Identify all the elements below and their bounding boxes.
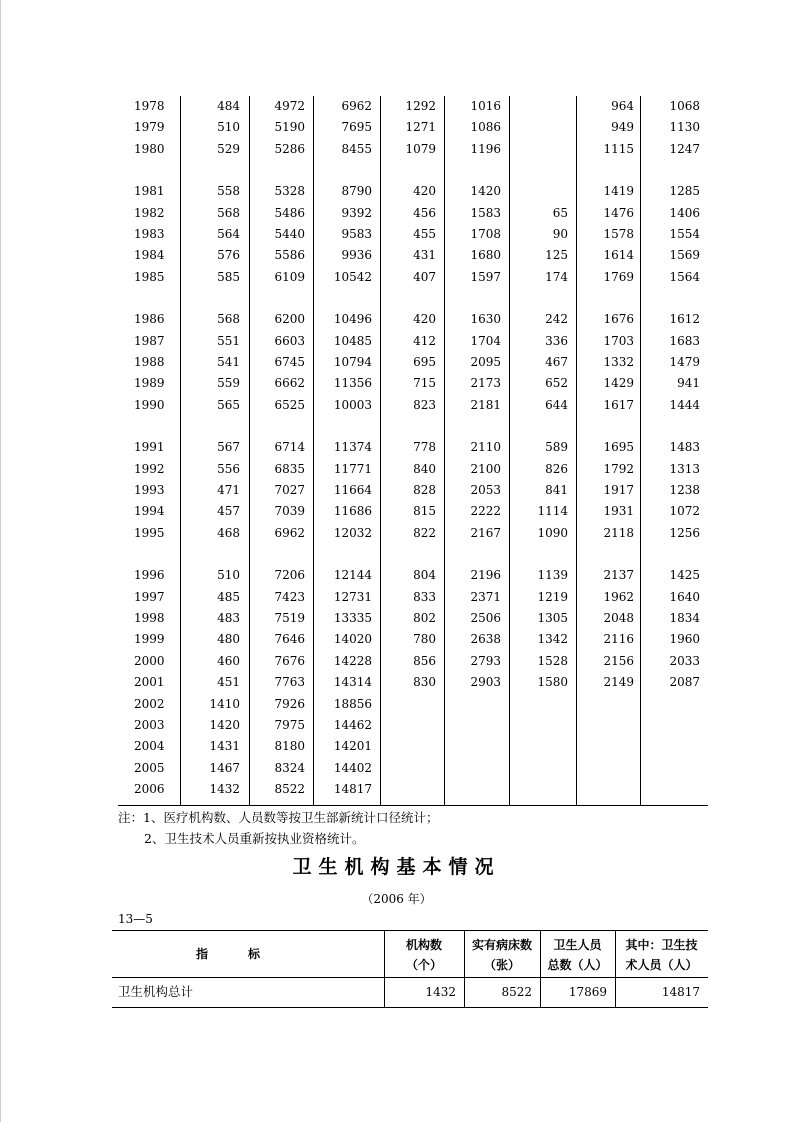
value-cell: 695 bbox=[413, 355, 436, 369]
table-row bbox=[118, 480, 708, 501]
table-row bbox=[118, 373, 708, 394]
value-cell: 1285 bbox=[669, 184, 700, 199]
value-cell: 12731 bbox=[333, 589, 372, 604]
value-cell: 949 bbox=[611, 120, 634, 135]
table-row bbox=[118, 459, 708, 480]
value-cell: 2116 bbox=[603, 632, 634, 647]
table-row bbox=[118, 181, 708, 202]
value-cell: 336 bbox=[545, 333, 568, 348]
value-cell: 1569 bbox=[669, 248, 700, 263]
table-row bbox=[118, 501, 708, 522]
value-cell: 1313 bbox=[669, 461, 700, 476]
value-cell: 1676 bbox=[603, 312, 634, 327]
value-cell: 2173 bbox=[470, 376, 501, 391]
value-cell: 2118 bbox=[603, 525, 634, 540]
header-rule bbox=[112, 977, 708, 978]
value-cell: 1703 bbox=[603, 333, 634, 348]
value-cell: 460 bbox=[217, 653, 240, 668]
value-cell: 815 bbox=[413, 504, 436, 519]
header-line: 实有病床数 bbox=[471, 938, 532, 952]
header-indicator: 指标 bbox=[195, 947, 300, 961]
year-cell: 1986 bbox=[134, 312, 165, 327]
value-cell: 9392 bbox=[341, 205, 372, 220]
year-cell: 1989 bbox=[134, 376, 165, 391]
year-cell: 1981 bbox=[134, 184, 165, 199]
value-cell: 7975 bbox=[274, 718, 305, 732]
value-cell: 2903 bbox=[470, 675, 501, 690]
value-cell: 1704 bbox=[470, 333, 501, 348]
value-cell: 5440 bbox=[274, 227, 305, 241]
value-cell: 1708 bbox=[470, 227, 501, 241]
value-cell: 480 bbox=[217, 632, 240, 647]
value-cell: 2149 bbox=[603, 675, 634, 690]
value-cell: 1578 bbox=[603, 227, 634, 241]
value-cell: 125 bbox=[545, 248, 568, 263]
value-cell: 1139 bbox=[537, 568, 568, 583]
value-cell: 407 bbox=[413, 269, 436, 284]
value-cell: 412 bbox=[413, 333, 436, 348]
value-cell: 457 bbox=[217, 504, 240, 519]
year-cell: 1993 bbox=[134, 483, 165, 497]
value-cell: 2095 bbox=[470, 355, 501, 369]
year-cell: 1990 bbox=[134, 397, 165, 412]
value-cell: 828 bbox=[413, 483, 436, 497]
value-cell: 778 bbox=[413, 440, 436, 455]
value-cell: 2181 bbox=[470, 397, 501, 412]
value-cell: 1695 bbox=[603, 440, 634, 455]
value-cell: 8455 bbox=[341, 141, 372, 156]
value-cell: 5286 bbox=[274, 141, 305, 156]
value-cell: 1068 bbox=[669, 99, 700, 113]
table-row bbox=[118, 651, 708, 672]
table-bottom-rule bbox=[118, 805, 708, 806]
year-cell: 1985 bbox=[134, 269, 165, 284]
value-cell: 451 bbox=[217, 675, 240, 690]
value-cell: 2156 bbox=[603, 653, 634, 668]
value-cell: 802 bbox=[413, 611, 436, 625]
year-cell: 1979 bbox=[134, 120, 165, 135]
yearly-table bbox=[118, 96, 708, 806]
value-cell: 8522 bbox=[274, 782, 305, 797]
value-cell: 510 bbox=[217, 568, 240, 583]
value-cell: 840 bbox=[413, 461, 436, 476]
value-cell: 7676 bbox=[274, 653, 305, 668]
value-cell: 1420 bbox=[470, 184, 501, 199]
value-cell: 1680 bbox=[470, 248, 501, 263]
year-cell: 1991 bbox=[134, 440, 165, 455]
value-cell: 2053 bbox=[470, 483, 501, 497]
table-top-rule bbox=[112, 930, 708, 931]
value-cell: 833 bbox=[413, 589, 436, 604]
value-cell: 484 bbox=[217, 99, 240, 113]
value-cell: 567 bbox=[217, 440, 240, 455]
value-cell: 652 bbox=[545, 376, 568, 391]
value-cell: 1130 bbox=[669, 120, 700, 135]
year-cell: 1982 bbox=[134, 205, 165, 220]
header-line: 总数（人） bbox=[547, 958, 608, 972]
year-cell: 1997 bbox=[134, 589, 165, 604]
value-cell: 7206 bbox=[274, 568, 305, 583]
header-line: 卫生人员 bbox=[553, 938, 602, 952]
value-cell: 9936 bbox=[341, 248, 372, 263]
page-edge bbox=[0, 0, 1, 1122]
header-institutions bbox=[384, 935, 464, 975]
value-cell: 6714 bbox=[274, 440, 305, 455]
value-cell: 559 bbox=[217, 376, 240, 391]
value-cell: 7027 bbox=[274, 483, 305, 497]
value-cell: 5328 bbox=[274, 184, 305, 199]
value-cell: 1792 bbox=[603, 461, 634, 476]
value-cell: 5486 bbox=[274, 205, 305, 220]
note-1: 注：1、医疗机构数、人员数等按卫生部新统计口径统计； bbox=[118, 810, 439, 825]
header-line: （个） bbox=[405, 958, 442, 972]
value-cell: 6835 bbox=[274, 461, 305, 476]
basic-info-table bbox=[112, 930, 708, 1008]
value-cell: 14314 bbox=[333, 675, 372, 690]
year-cell: 1994 bbox=[134, 504, 165, 519]
value-cell: 568 bbox=[217, 312, 240, 327]
value-cell: 576 bbox=[217, 248, 240, 263]
table-row bbox=[118, 224, 708, 245]
value-cell: 804 bbox=[413, 568, 436, 583]
value-cell: 1016 bbox=[470, 99, 501, 113]
value-cell: 1479 bbox=[669, 355, 700, 369]
value-cell: 1115 bbox=[603, 141, 634, 156]
year-cell: 1978 bbox=[134, 99, 165, 113]
value-cell: 2793 bbox=[470, 653, 501, 668]
year-cell: 1987 bbox=[134, 333, 165, 348]
value-cell: 420 bbox=[413, 312, 436, 327]
value-cell: 2137 bbox=[603, 568, 634, 583]
value-cell: 2222 bbox=[470, 504, 501, 519]
header-staff-total bbox=[540, 935, 615, 975]
value-cell: 12144 bbox=[333, 568, 372, 583]
value-cell: 1410 bbox=[209, 696, 240, 711]
value-cell: 826 bbox=[545, 461, 568, 476]
table-row bbox=[118, 629, 708, 650]
value-cell: 541 bbox=[217, 355, 240, 369]
table-row bbox=[118, 245, 708, 266]
value-cell: 2033 bbox=[669, 653, 700, 668]
table-row bbox=[118, 352, 708, 373]
value-cell: 1580 bbox=[537, 675, 568, 690]
value-cell: 6745 bbox=[274, 355, 305, 369]
value-cell: 780 bbox=[413, 632, 436, 647]
value-cell: 1256 bbox=[669, 525, 700, 540]
year-cell: 1983 bbox=[134, 227, 165, 241]
value-cell: 242 bbox=[545, 312, 568, 327]
value-cell: 1597 bbox=[470, 269, 501, 284]
value-cell: 1483 bbox=[669, 440, 700, 455]
value-cell: 2087 bbox=[669, 675, 700, 690]
row-label: 卫生机构总计 bbox=[118, 984, 194, 999]
value-cell: 7519 bbox=[274, 611, 305, 625]
value-cell: 10794 bbox=[333, 355, 372, 369]
year-cell: 1984 bbox=[134, 248, 165, 263]
value-cell: 1419 bbox=[603, 184, 634, 199]
value-cell: 1614 bbox=[603, 248, 634, 263]
value-cell: 551 bbox=[217, 333, 240, 348]
header-line: 其中：卫生技 bbox=[625, 938, 698, 952]
value-cell: 11374 bbox=[333, 440, 372, 455]
value-cell: 174 bbox=[545, 269, 568, 284]
note-2: 2、卫生技术人员重新按执业资格统计。 bbox=[144, 831, 365, 846]
value-cell: 18856 bbox=[333, 696, 372, 711]
table-row bbox=[118, 203, 708, 224]
value-cell: 5586 bbox=[274, 248, 305, 263]
value-cell: 12032 bbox=[333, 525, 372, 540]
value-cell: 420 bbox=[413, 184, 436, 199]
value-cell: 7926 bbox=[274, 696, 305, 711]
value-cell: 6200 bbox=[274, 312, 305, 327]
table-row bbox=[118, 96, 708, 117]
value-cell: 468 bbox=[217, 525, 240, 540]
value-cell: 7695 bbox=[341, 120, 372, 135]
value-cell: 1305 bbox=[537, 611, 568, 625]
value-cell: 1292 bbox=[405, 99, 436, 113]
value-cell: 1420 bbox=[209, 718, 240, 732]
value-cell: 1962 bbox=[603, 589, 634, 604]
header-line: 术人员（人） bbox=[625, 958, 698, 972]
header-line: （张） bbox=[483, 958, 520, 972]
value-cell: 1090 bbox=[537, 525, 568, 540]
value-cell: 7039 bbox=[274, 504, 305, 519]
value-cell: 1683 bbox=[669, 333, 700, 348]
value-cell: 1583 bbox=[470, 205, 501, 220]
value-cell: 455 bbox=[413, 227, 436, 241]
value-cell: 1444 bbox=[669, 397, 700, 412]
value-cell: 11771 bbox=[333, 461, 372, 476]
value-cell: 1528 bbox=[537, 653, 568, 668]
year-cell: 1998 bbox=[134, 611, 165, 625]
value-cell: 2506 bbox=[470, 611, 501, 625]
value-cell: 14402 bbox=[333, 760, 372, 775]
value-cell: 2371 bbox=[470, 589, 501, 604]
year-cell: 1999 bbox=[134, 632, 165, 647]
value-cell: 5190 bbox=[274, 120, 305, 135]
value-cell: 13335 bbox=[333, 611, 372, 625]
value-cell: 1640 bbox=[669, 589, 700, 604]
value-cell: 564 bbox=[217, 227, 240, 241]
table-row bbox=[118, 523, 708, 544]
value-cell: 8790 bbox=[341, 184, 372, 199]
table-row bbox=[118, 395, 708, 416]
table-row bbox=[118, 309, 708, 330]
value-cell: 1079 bbox=[405, 141, 436, 156]
value-cell: 8324 bbox=[274, 760, 305, 775]
value-cell: 822 bbox=[413, 525, 436, 540]
section-subtitle: （2006 年） bbox=[361, 892, 432, 906]
value-cell: 568 bbox=[217, 205, 240, 220]
value-cell: 6109 bbox=[274, 269, 305, 284]
value-cell: 14228 bbox=[333, 653, 372, 668]
value-cell: 1554 bbox=[669, 227, 700, 241]
table-row bbox=[118, 267, 708, 288]
value-cell: 11686 bbox=[333, 504, 372, 519]
value-cell: 1564 bbox=[669, 269, 700, 284]
value-cell: 6603 bbox=[274, 333, 305, 348]
value-cell: 7763 bbox=[274, 675, 305, 690]
value-cell: 6662 bbox=[274, 376, 305, 391]
value-cell: 14817 bbox=[333, 782, 372, 797]
year-cell: 1980 bbox=[134, 141, 165, 156]
value-cell: 467 bbox=[545, 355, 568, 369]
year-cell: 2004 bbox=[134, 739, 165, 754]
value-cell: 471 bbox=[217, 483, 240, 497]
year-cell: 2002 bbox=[134, 696, 165, 711]
value-cell: 1406 bbox=[669, 205, 700, 220]
value-cell: 65 bbox=[552, 205, 568, 220]
value-cell: 1467 bbox=[209, 760, 240, 775]
table-row bbox=[118, 758, 708, 779]
year-cell: 1995 bbox=[134, 525, 165, 540]
value-cell: 10542 bbox=[333, 269, 372, 284]
cell-tech-staff: 14817 bbox=[661, 985, 700, 999]
value-cell: 856 bbox=[413, 653, 436, 668]
year-cell: 2005 bbox=[134, 760, 165, 775]
value-cell: 1917 bbox=[603, 483, 634, 497]
value-cell: 1425 bbox=[669, 568, 700, 583]
value-cell: 556 bbox=[217, 461, 240, 476]
table-row bbox=[118, 437, 708, 458]
table-row bbox=[118, 117, 708, 138]
table-row bbox=[118, 331, 708, 352]
header-tech-staff bbox=[615, 935, 708, 975]
value-cell: 10003 bbox=[333, 397, 372, 412]
year-cell: 1988 bbox=[134, 355, 165, 369]
cell-beds: 8522 bbox=[501, 985, 532, 999]
value-cell: 4972 bbox=[274, 99, 305, 113]
value-cell: 456 bbox=[413, 205, 436, 220]
value-cell: 11664 bbox=[333, 483, 372, 497]
value-cell: 2110 bbox=[470, 440, 501, 455]
table-row bbox=[118, 715, 708, 736]
year-cell: 2001 bbox=[134, 675, 165, 690]
value-cell: 830 bbox=[413, 675, 436, 690]
value-cell: 1219 bbox=[537, 589, 568, 604]
value-cell: 2048 bbox=[603, 611, 634, 625]
year-cell: 2000 bbox=[134, 653, 165, 668]
value-cell: 6962 bbox=[274, 525, 305, 540]
table-row bbox=[118, 694, 708, 715]
value-cell: 1931 bbox=[603, 504, 634, 519]
value-cell: 1086 bbox=[470, 120, 501, 135]
value-cell: 1630 bbox=[470, 312, 501, 327]
table-row bbox=[118, 736, 708, 757]
table-row bbox=[118, 608, 708, 629]
value-cell: 585 bbox=[217, 269, 240, 284]
value-cell: 2100 bbox=[470, 461, 501, 476]
value-cell: 14201 bbox=[333, 739, 372, 754]
value-cell: 1617 bbox=[603, 397, 634, 412]
header-line: 机构数 bbox=[405, 938, 442, 952]
value-cell: 565 bbox=[217, 397, 240, 412]
value-cell: 1238 bbox=[669, 483, 700, 497]
value-cell: 90 bbox=[552, 227, 568, 241]
value-cell: 2638 bbox=[470, 632, 501, 647]
value-cell: 9583 bbox=[341, 227, 372, 241]
year-cell: 2006 bbox=[134, 782, 165, 797]
value-cell: 14462 bbox=[333, 718, 372, 732]
value-cell: 589 bbox=[545, 440, 568, 455]
value-cell: 1342 bbox=[537, 632, 568, 647]
value-cell: 14020 bbox=[333, 632, 372, 647]
value-cell: 1476 bbox=[603, 205, 634, 220]
value-cell: 1431 bbox=[209, 739, 240, 754]
value-cell: 1960 bbox=[669, 632, 700, 647]
value-cell: 7646 bbox=[274, 632, 305, 647]
table-row bbox=[118, 565, 708, 586]
value-cell: 823 bbox=[413, 397, 436, 412]
value-cell: 964 bbox=[611, 99, 634, 113]
year-cell: 2003 bbox=[134, 718, 165, 732]
value-cell: 558 bbox=[217, 184, 240, 199]
year-cell: 1992 bbox=[134, 461, 165, 476]
value-cell: 485 bbox=[217, 589, 240, 604]
value-cell: 644 bbox=[545, 397, 568, 412]
value-cell: 841 bbox=[545, 483, 568, 497]
value-cell: 8180 bbox=[274, 739, 305, 754]
value-cell: 7423 bbox=[274, 589, 305, 604]
value-cell: 1247 bbox=[669, 141, 700, 156]
value-cell: 10496 bbox=[333, 312, 372, 327]
value-cell: 2167 bbox=[470, 525, 501, 540]
cell-staff-total: 17869 bbox=[568, 985, 607, 999]
value-cell: 1769 bbox=[603, 269, 634, 284]
value-cell: 941 bbox=[677, 376, 700, 391]
value-cell: 1196 bbox=[470, 141, 501, 156]
value-cell: 1432 bbox=[209, 782, 240, 797]
section-title: 卫生机构基本情况 bbox=[292, 856, 501, 878]
table-row bbox=[118, 587, 708, 608]
value-cell: 1072 bbox=[669, 504, 700, 519]
table-number: 13—5 bbox=[118, 912, 153, 926]
table-row bbox=[118, 672, 708, 693]
value-cell: 1332 bbox=[603, 355, 634, 369]
table-row bbox=[118, 779, 708, 800]
value-cell: 6962 bbox=[341, 99, 372, 113]
value-cell: 529 bbox=[217, 141, 240, 156]
value-cell: 1271 bbox=[405, 120, 436, 135]
header-beds bbox=[464, 935, 540, 975]
value-cell: 1834 bbox=[669, 611, 700, 625]
value-cell: 715 bbox=[413, 376, 436, 391]
value-cell: 1612 bbox=[669, 312, 700, 327]
table-notes bbox=[118, 807, 438, 849]
table-bottom-rule bbox=[112, 1007, 708, 1008]
value-cell: 6525 bbox=[274, 397, 305, 412]
value-cell: 483 bbox=[217, 611, 240, 625]
value-cell: 11356 bbox=[333, 376, 372, 391]
value-cell: 2196 bbox=[470, 568, 501, 583]
value-cell: 1429 bbox=[603, 376, 634, 391]
value-cell: 10485 bbox=[333, 333, 372, 348]
value-cell: 1114 bbox=[537, 504, 568, 519]
cell-institutions: 1432 bbox=[425, 985, 456, 999]
table-row bbox=[118, 139, 708, 160]
value-cell: 431 bbox=[413, 248, 436, 263]
value-cell: 510 bbox=[217, 120, 240, 135]
year-cell: 1996 bbox=[134, 568, 165, 583]
